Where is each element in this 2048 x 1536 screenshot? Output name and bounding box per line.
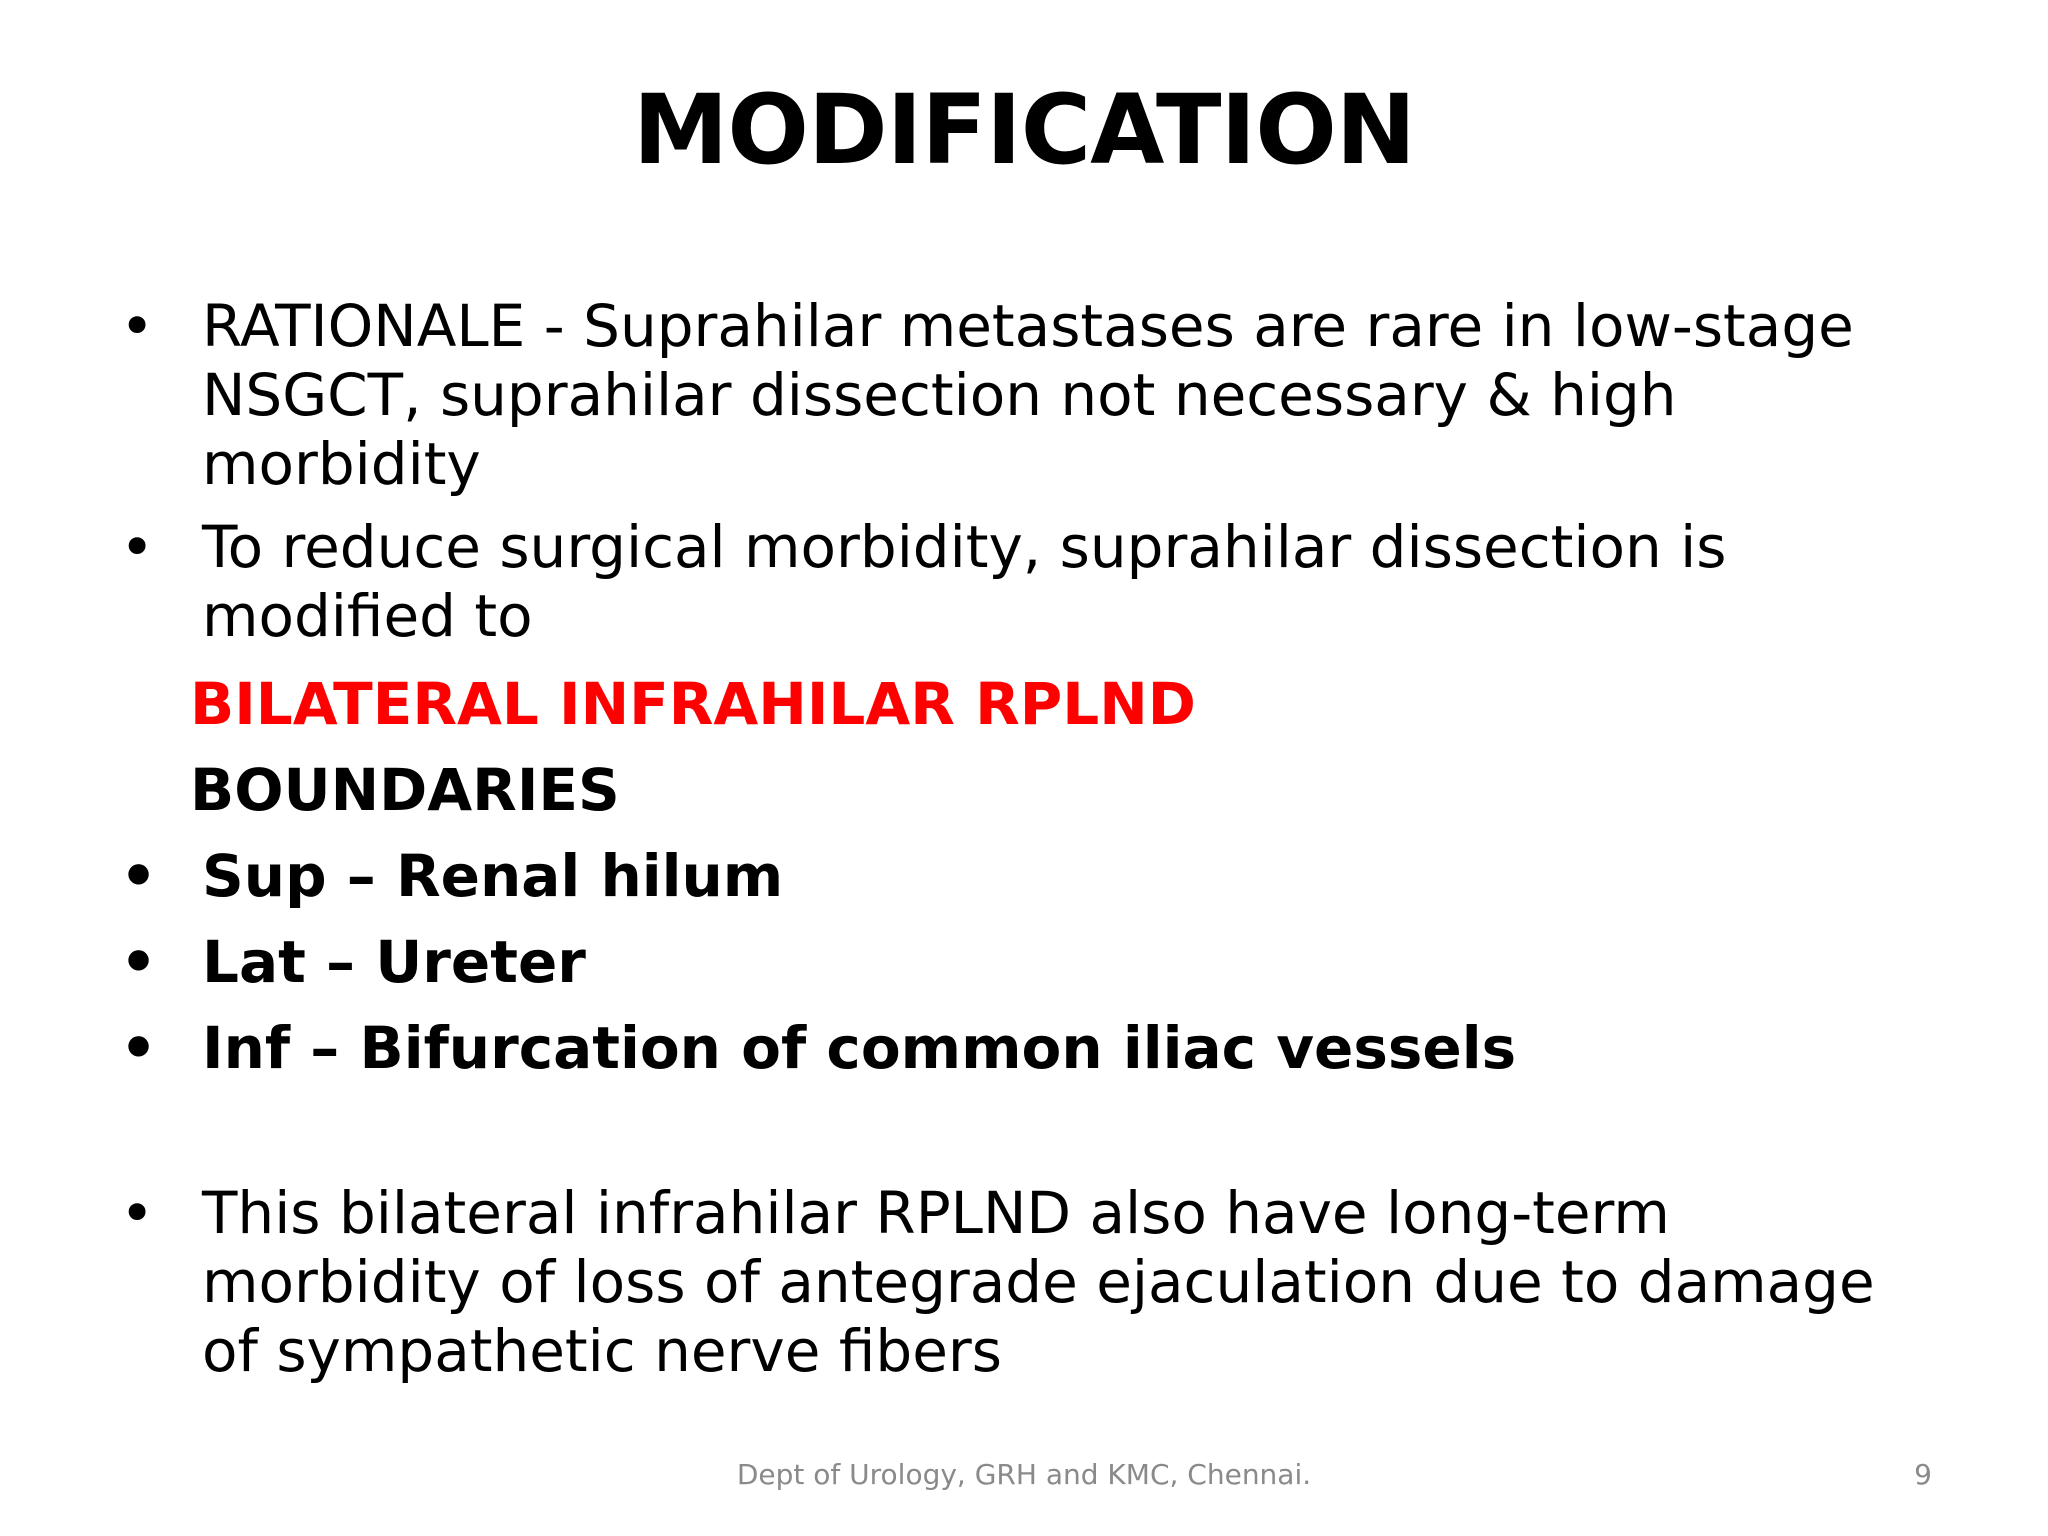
slide-title: MODIFICATION	[632, 74, 1416, 186]
slide-body	[120, 292, 1940, 1386]
boundaries-heading: BOUNDARIES	[190, 756, 620, 824]
boundary-superior: • Sup – Renal hilum	[120, 833, 1940, 919]
bullet-reduce-morbidity: • To reduce surgical morbidity, suprahilar dissection is modified to	[120, 513, 1940, 651]
page-number: 9	[1914, 1458, 1932, 1491]
bullet-rationale: • RATIONALE - Suprahilar metastases are rare in low-stage NSGCT, suprahilar dissection not necessary & high morbidity	[120, 292, 1940, 499]
highlight-procedure: BILATERAL INFRAHILAR RPLND	[190, 670, 1196, 738]
footer-text: Dept of Urology, GRH and KMC, Chennai.	[736, 1458, 1312, 1491]
bullet-long-term-morbidity: • This bilateral infrahilar RPLND also have long-term morbidity of loss of antegrade ejaculation due to damage of sympathetic nerve fibers	[120, 1179, 1940, 1386]
boundary-inferior: • Inf – Bifurcation of common iliac vessels	[120, 1005, 1940, 1091]
boundary-lateral: • Lat – Ureter	[120, 919, 1940, 1005]
